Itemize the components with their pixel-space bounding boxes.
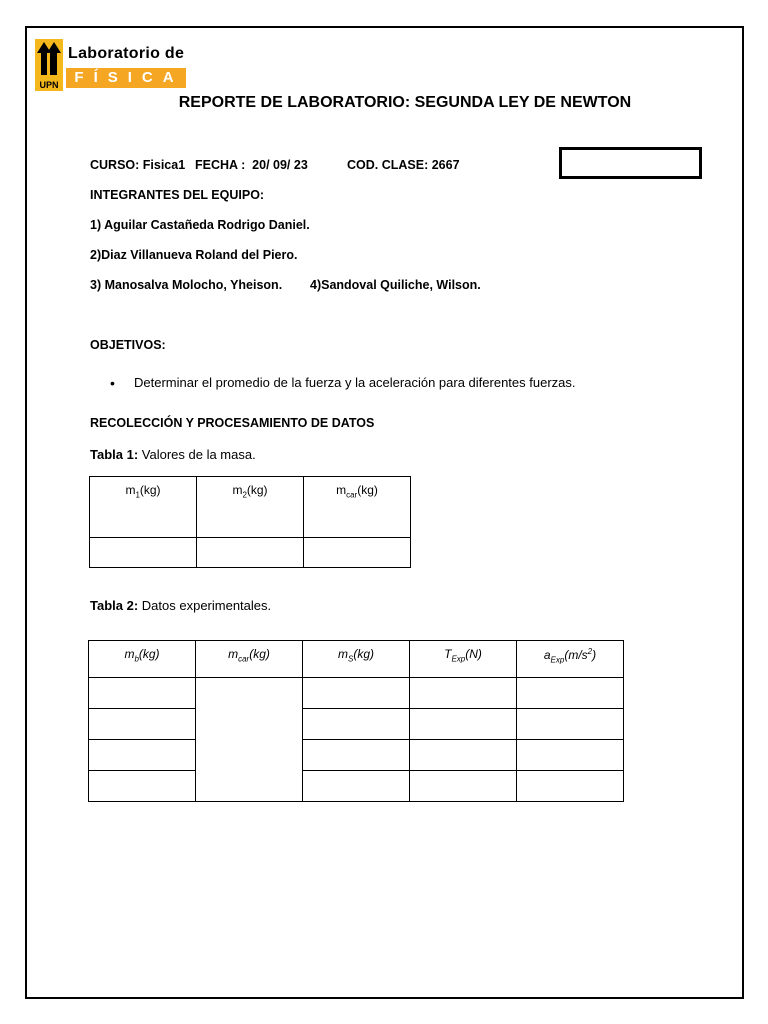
team-member-1: 1) Aguilar Castañeda Rodrigo Daniel.	[90, 218, 310, 232]
table1-header-m2: $m_2(kg)$	[197, 477, 304, 538]
team-member-4: 4)Sandoval Quiliche, Wilson.	[310, 278, 481, 292]
cod-clase-label: COD. CLASE: 2667	[347, 158, 460, 172]
table1-header-m1: $m_1(kg)$	[90, 477, 197, 538]
upn-arrow-icon	[35, 39, 63, 91]
table2-cell	[517, 709, 624, 740]
team-member-3: 3) Manosalva Molocho, Yheison.	[90, 278, 283, 292]
table2-cell	[410, 740, 517, 771]
table2-header-ms: $m_S(kg)$	[303, 641, 410, 678]
table1-cell	[90, 538, 197, 568]
logo-line2: FÍSICA	[74, 69, 184, 86]
table2-cell	[89, 771, 196, 802]
objective-item: Determinar el promedio de la fuerza y la aceleración para diferentes fuerzas.	[134, 375, 576, 390]
table1-cell	[197, 538, 304, 568]
table2-cell	[517, 771, 624, 802]
logo-band	[66, 68, 186, 88]
svg-text:UPN: UPN	[39, 80, 59, 90]
table1-cell	[304, 538, 411, 568]
bullet-icon: •	[110, 375, 115, 391]
table2-cell	[89, 678, 196, 709]
code-box	[559, 147, 702, 179]
team-heading: INTEGRANTES DEL EQUIPO:	[90, 188, 265, 202]
table2-cell	[303, 678, 410, 709]
table2-cell	[303, 740, 410, 771]
curso-label: CURSO: Fisica1	[90, 158, 186, 172]
table2-cell	[89, 740, 196, 771]
table2-cell	[410, 678, 517, 709]
section-heading: RECOLECCIÓN Y PROCESAMIENTO DE DATOS	[90, 416, 375, 430]
table2-cell	[89, 709, 196, 740]
team-member-2: 2)Diaz Villanueva Roland del Piero.	[90, 248, 298, 262]
table2-caption	[90, 598, 271, 613]
table2-caption-label: Tabla 2:	[90, 598, 139, 613]
table2-mcar-merged-cell	[196, 678, 303, 802]
table1-caption	[90, 447, 256, 462]
table2-cell	[517, 740, 624, 771]
logo-line1: Laboratorio de	[68, 45, 185, 62]
table2-cell	[410, 709, 517, 740]
table2-cell	[517, 678, 624, 709]
table2-header-mb: $m_b(kg)$	[89, 641, 196, 678]
table2-cell	[303, 771, 410, 802]
table2-caption-text: Datos experimentales.	[138, 598, 272, 613]
fecha-label: FECHA : 20/ 09/ 23	[195, 158, 308, 172]
table2-cell	[303, 709, 410, 740]
objectives-heading: OBJETIVOS:	[90, 338, 166, 352]
page-title: REPORTE DE LABORATORIO: SEGUNDA LEY DE NEWTON	[178, 94, 632, 111]
table2-header-aexp: $a_{Exp}(m/s^2)$	[517, 641, 624, 678]
table2-cell	[410, 771, 517, 802]
upn-logo	[35, 39, 190, 91]
table2-header-texp: $T_{Exp}(N)$	[410, 641, 517, 678]
table1-header-mcar: $m_{car}(kg)$	[304, 477, 411, 538]
table1-caption-label: Tabla 1:	[90, 447, 139, 462]
table2-header-mcar: $m_{car}(kg)$	[196, 641, 303, 678]
table2	[88, 640, 624, 802]
table1	[89, 476, 411, 568]
table1-caption-text: Valores de la masa.	[138, 447, 256, 462]
